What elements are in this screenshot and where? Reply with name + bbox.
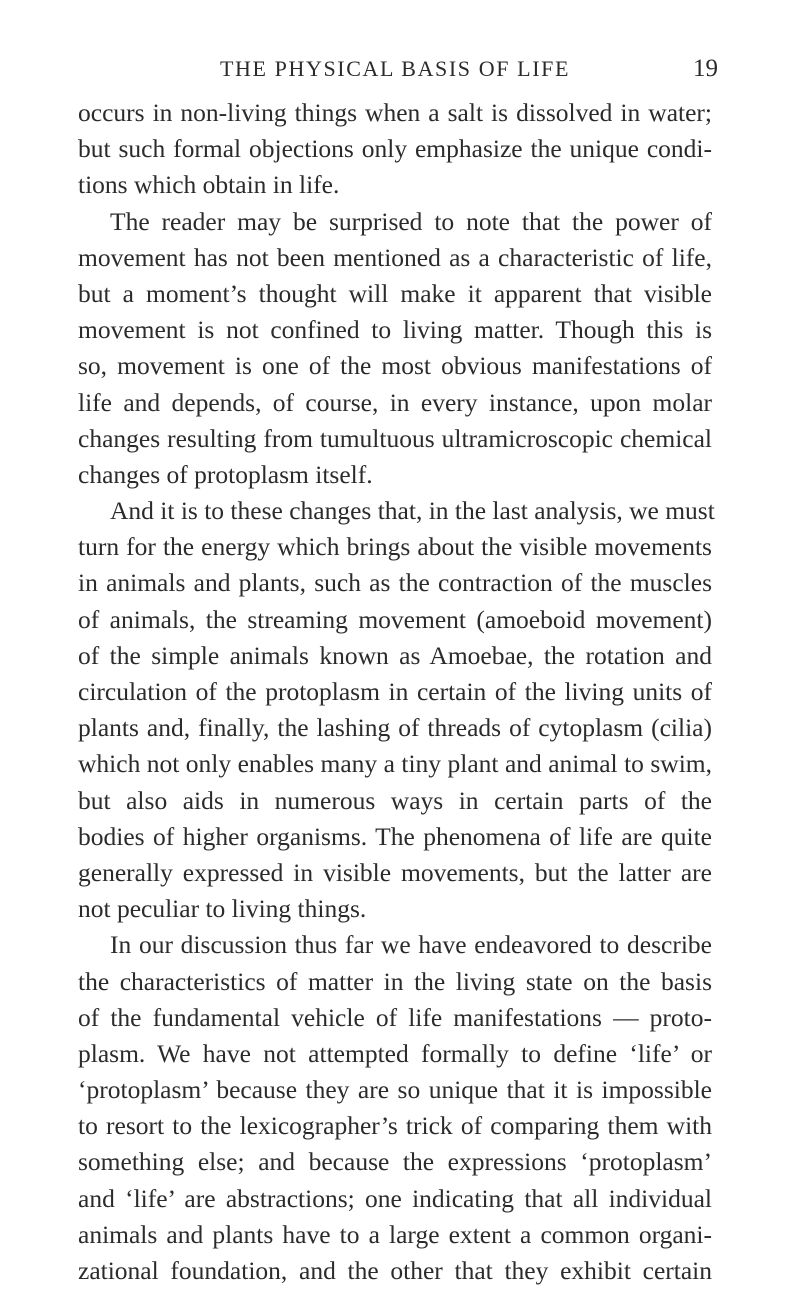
text-line: occurs in non-living things when a salt is dissolved in water; bbox=[78, 98, 712, 127]
text-line: which not only enables many a tiny plant and animal to swim, bbox=[78, 749, 712, 779]
text-line: the characteristics of matter in the living state on the basis bbox=[78, 966, 712, 996]
text-line: movement has not been mentioned as a characteristic of life, bbox=[78, 242, 712, 272]
text-line: not peculiar to living things. bbox=[78, 894, 367, 924]
text-line: life and depends, of course, in every instance, upon molar bbox=[78, 387, 712, 417]
running-head-title: THE PHYSICAL BASIS OF LIFE bbox=[219, 56, 571, 81]
running-head bbox=[78, 52, 718, 86]
text-line: and ‘life’ are abstractions; one indicating that all individual bbox=[78, 1183, 712, 1213]
text-line: generally expressed in visible movements, but the latter are bbox=[78, 857, 712, 887]
text-line: tions which obtain in life. bbox=[78, 170, 340, 200]
body-text bbox=[78, 95, 715, 1289]
text-line: of animals, the streaming movement (amoeboid movement) bbox=[78, 604, 712, 634]
text-line: movement is not confined to living matter. Though this is bbox=[78, 315, 712, 345]
text-line: turn for the energy which brings about the visible movements bbox=[78, 532, 712, 562]
text-line: so, movement is one of the most obvious manifestations of bbox=[78, 351, 712, 381]
paragraph-start-line: And it is to these changes that, in the last analysis, we must bbox=[110, 496, 715, 526]
text-line: plants and, finally, the lashing of threads of cytoplasm (cilia) bbox=[78, 713, 712, 743]
text-line: plasm. We have not attempted formally to define ‘life’ or bbox=[78, 1038, 712, 1068]
text-line: animals and plants have to a large extent a common organi- bbox=[78, 1219, 712, 1249]
text-line: zational foundation, and the other that they exhibit certain bbox=[78, 1256, 712, 1285]
text-line: to resort to the lexicographer’s trick of comparing them with bbox=[78, 1111, 712, 1141]
text-line: but such formal objections only emphasize the unique condi- bbox=[78, 134, 712, 164]
text-line: changes resulting from tumultuous ultramicroscopic chemical bbox=[78, 423, 712, 453]
paragraph-start-line: In our discussion thus far we have endeavored to describe bbox=[110, 930, 712, 960]
text-line: in animals and plants, such as the contraction of the muscles bbox=[78, 568, 712, 598]
text-line: circulation of the protoplasm in certain of the living units of bbox=[78, 677, 712, 706]
text-line: but a moment’s thought will make it apparent that visible bbox=[78, 278, 712, 308]
text-line: but also aids in numerous ways in certain parts of the bbox=[78, 785, 712, 815]
text-line: something else; and because the expressions ‘protoplasm’ bbox=[78, 1147, 712, 1177]
page-number: 19 bbox=[693, 55, 718, 82]
text-line: bodies of higher organisms. The phenomena of life are quite bbox=[78, 821, 712, 851]
text-line: of the simple animals known as Amoebae, the rotation and bbox=[78, 640, 712, 670]
text-line: of the fundamental vehicle of life manifestations — proto- bbox=[78, 1002, 712, 1032]
text-line: ‘protoplasm’ because they are so unique that it is impossible bbox=[78, 1075, 712, 1105]
text-line: changes of protoplasm itself. bbox=[78, 459, 373, 489]
paragraph-start-line: The reader may be surprised to note that the power of bbox=[110, 206, 712, 236]
